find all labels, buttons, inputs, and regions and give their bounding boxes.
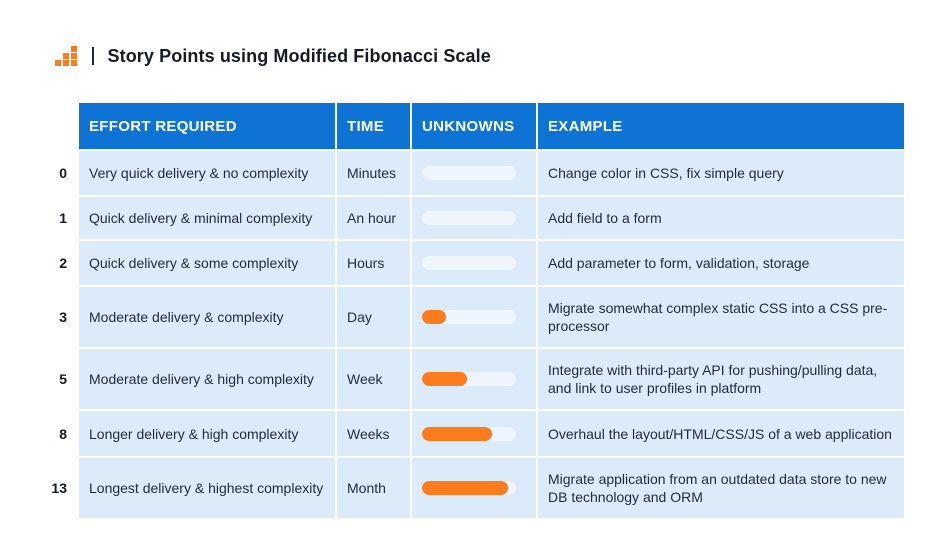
story-point-value: 5 — [59, 371, 67, 387]
unknowns-bar-track — [422, 310, 516, 324]
unknowns-bar-track — [422, 427, 516, 441]
unknowns-bar-fill — [422, 372, 467, 386]
page-header — [54, 42, 491, 70]
unknowns-bar-track — [422, 211, 516, 225]
unknowns-bar-fill — [422, 427, 492, 441]
bar-chart-logo-icon — [54, 43, 80, 69]
table-header-row — [44, 103, 904, 149]
unknowns-bar-track — [422, 166, 516, 180]
table-row — [44, 197, 904, 239]
unknowns-cell — [412, 458, 536, 518]
effort-cell: Longest delivery & highest complexity — [79, 458, 335, 518]
page-title: Story Points using Modified Fibonacci Scale — [107, 45, 491, 66]
effort-cell: Longer delivery & high complexity — [79, 411, 335, 456]
title-divider — [92, 47, 94, 65]
unknowns-bar-track — [422, 256, 516, 270]
example-cell: Add parameter to form, validation, storage — [538, 241, 904, 285]
table-row — [44, 287, 904, 347]
unknowns-cell — [412, 411, 536, 456]
column-header-time: TIME — [337, 103, 410, 149]
table-row — [44, 151, 904, 195]
effort-cell: Moderate delivery & high complexity — [79, 349, 335, 409]
time-cell: Month — [337, 458, 410, 518]
example-cell: Migrate somewhat complex static CSS into a CSS pre-processor — [538, 287, 904, 347]
unknowns-bar-track — [422, 372, 516, 386]
example-cell: Integrate with third-party API for pushing/pulling data, and link to user profiles in platform — [538, 349, 904, 409]
story-point-value: 0 — [59, 165, 67, 181]
example-cell: Overhaul the layout/HTML/CSS/JS of a web application — [538, 411, 904, 456]
unknowns-bar-fill — [422, 310, 446, 324]
effort-cell: Very quick delivery & no complexity — [79, 151, 335, 195]
table-row — [44, 458, 904, 518]
table-row — [44, 411, 904, 456]
time-cell: Weeks — [337, 411, 410, 456]
time-cell: Day — [337, 287, 410, 347]
example-cell: Change color in CSS, fix simple query — [538, 151, 904, 195]
effort-cell: Quick delivery & minimal complexity — [79, 197, 335, 239]
time-cell: Minutes — [337, 151, 410, 195]
table-row — [44, 349, 904, 409]
unknowns-bar-fill — [422, 481, 508, 495]
column-header-example: EXAMPLE — [538, 103, 904, 149]
story-point-value: 8 — [59, 425, 67, 442]
story-point-value: 3 — [59, 309, 67, 325]
unknowns-cell — [412, 197, 536, 239]
time-cell: An hour — [337, 197, 410, 239]
unknowns-cell — [412, 287, 536, 347]
column-header-unknowns: UNKNOWNS — [412, 103, 536, 149]
story-point-value: 13 — [51, 480, 67, 496]
time-cell: Week — [337, 349, 410, 409]
unknowns-bar-track — [422, 481, 516, 495]
time-cell: Hours — [337, 241, 410, 285]
example-cell: Add field to a form — [538, 197, 904, 239]
story-point-value: 1 — [59, 210, 67, 226]
story-point-value: 2 — [59, 255, 67, 271]
example-cell: Migrate application from an outdated data store to new DB technology and ORM — [538, 458, 904, 518]
story-points-table — [42, 101, 906, 520]
unknowns-cell — [412, 241, 536, 285]
effort-cell: Moderate delivery & complexity — [79, 287, 335, 347]
table-row — [44, 241, 904, 285]
unknowns-cell — [412, 349, 536, 409]
column-header-effort: EFFORT REQUIRED — [79, 103, 335, 149]
points-column-header — [44, 103, 77, 149]
effort-cell: Quick delivery & some complexity — [79, 241, 335, 285]
unknowns-cell — [412, 151, 536, 195]
